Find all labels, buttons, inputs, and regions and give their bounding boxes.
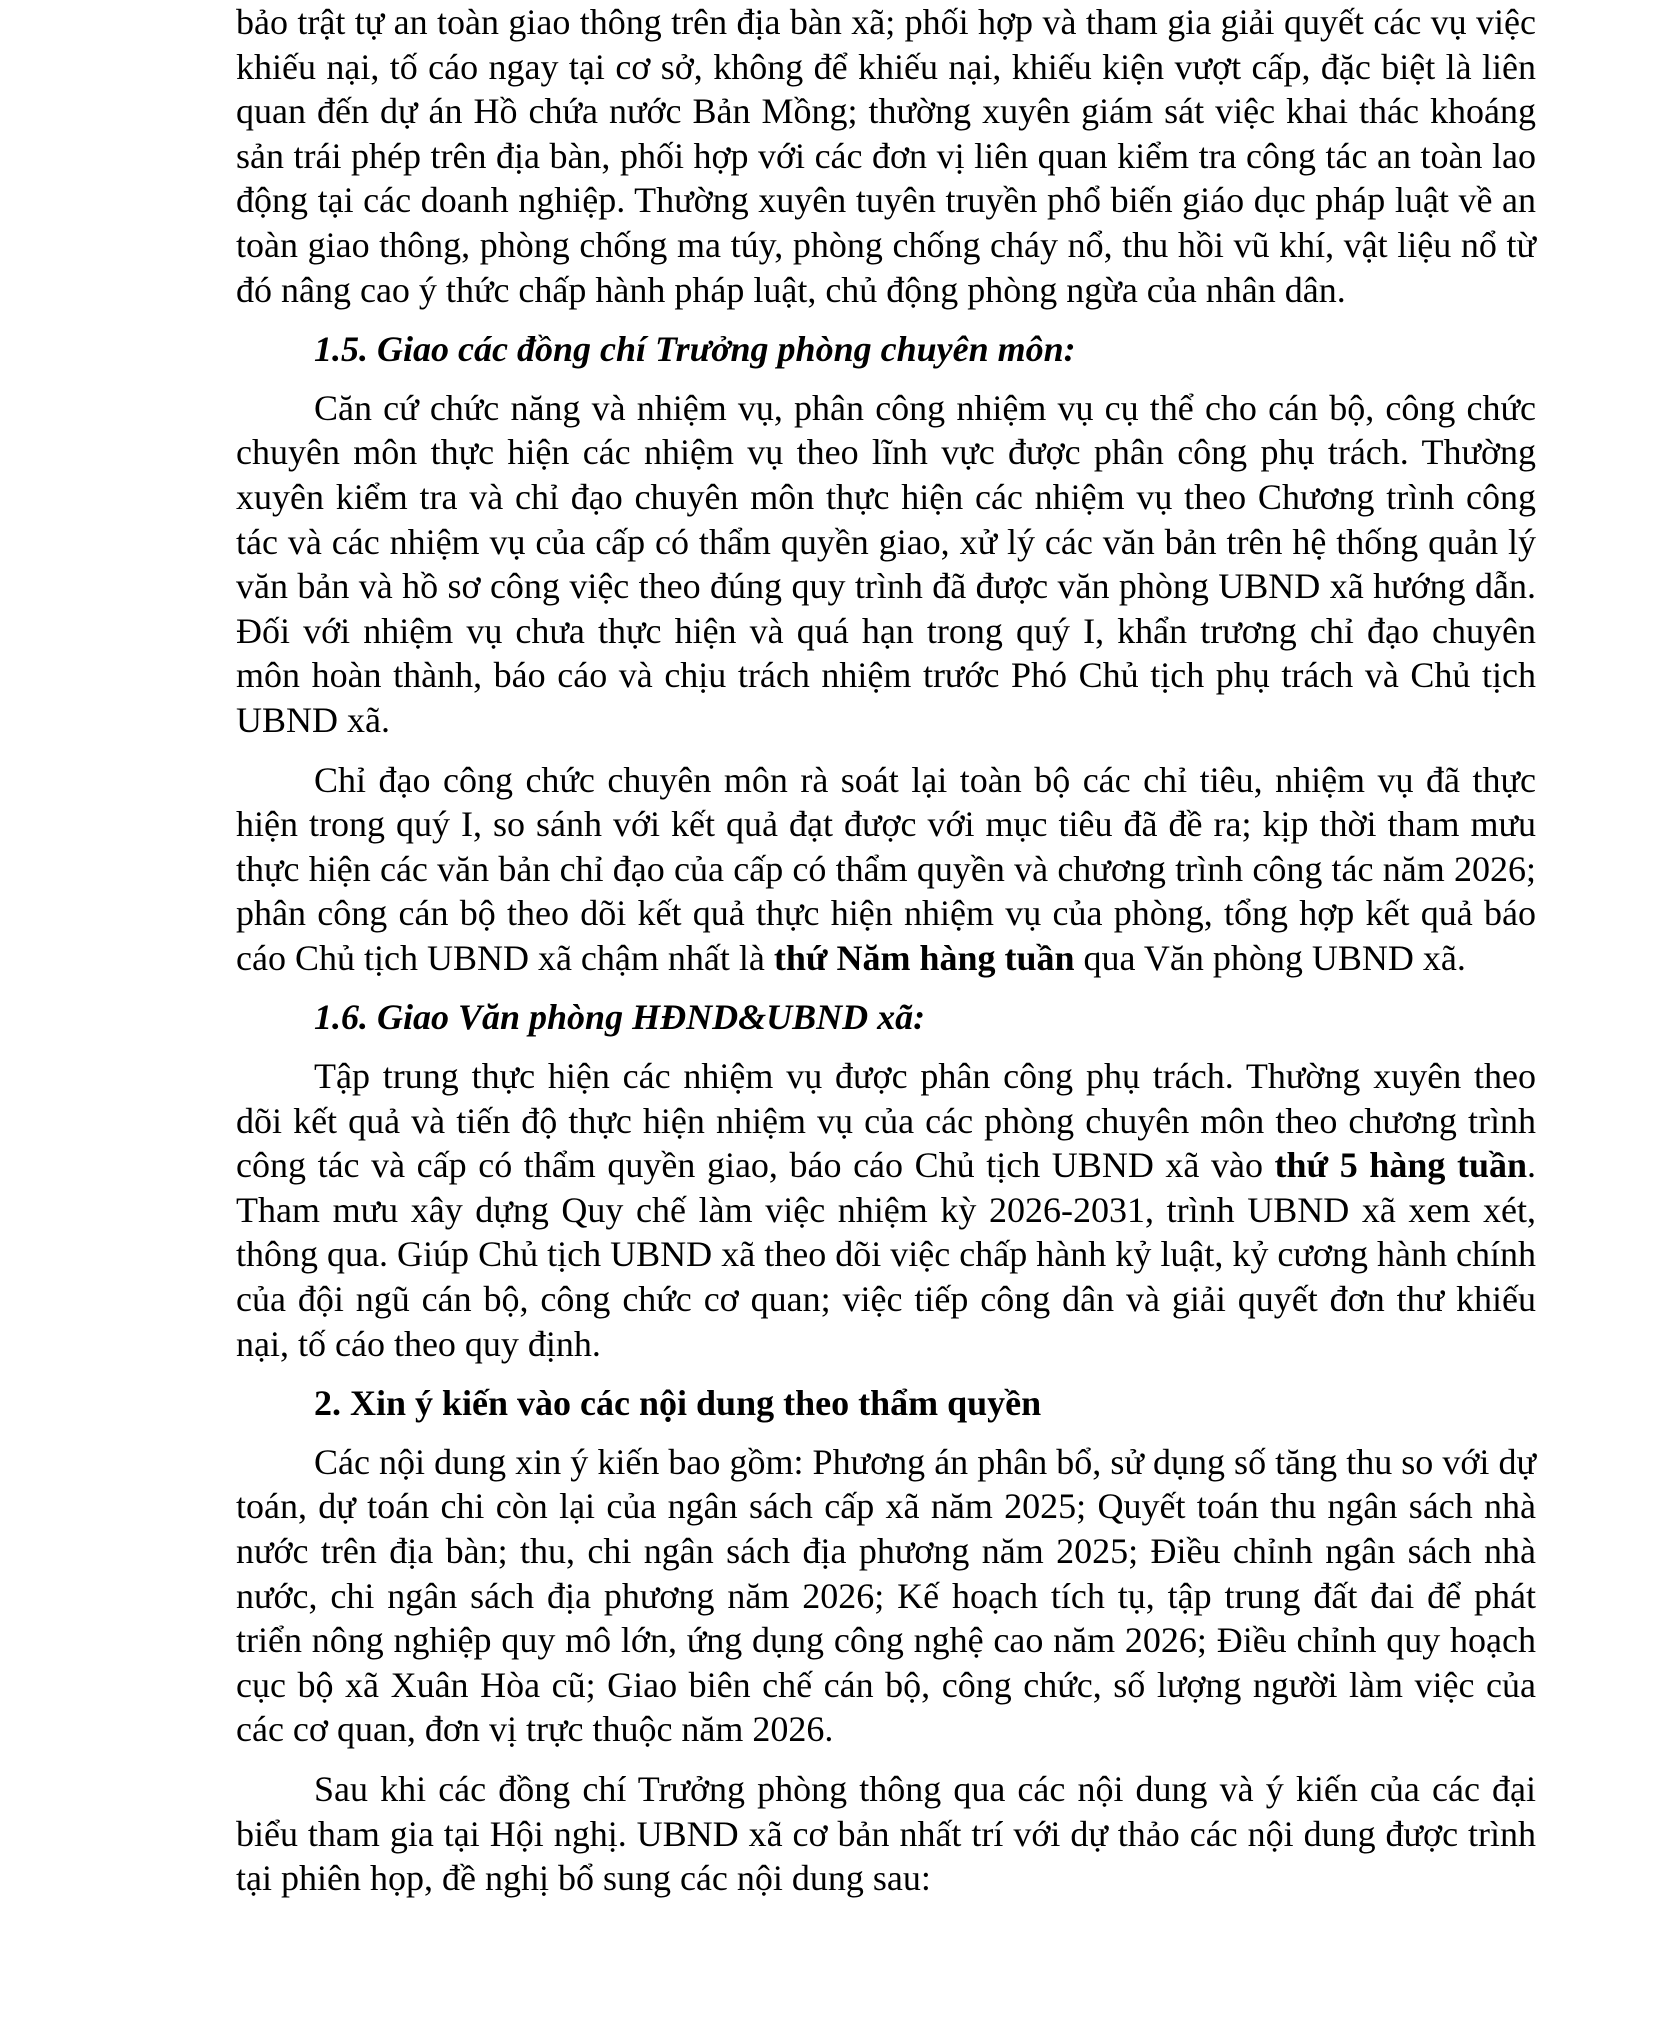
paragraph-1-6-tail: . Tham mưu xây dựng Quy chế làm việc nhiệm kỳ 2026-2031, trình UBND xã xem xét, thông qua. Giúp Chủ tịch UBND xã theo dõi việc chấp hành kỷ luật, kỷ cương hành chính của đội ngũ cán bộ, công chức cơ quan; việc tiếp công dân và giải quyết đơn thư khiếu nại, tố cáo theo quy định. (236, 1145, 1537, 1364)
paragraph-1-6 (236, 1054, 1536, 1366)
paragraph-1-6-text: Tập trung thực hiện các nhiệm vụ được phân công phụ trách. Thường xuyên theo dõi kết quả và tiến độ thực hiện nhiệm vụ của các phòng chuyên môn theo chương trình công tác và cấp có thẩm quyền giao, báo cáo Chủ tịch UBND xã vào (236, 1056, 1536, 1186)
paragraph-1-5-b (236, 758, 1536, 981)
section-heading-1-6: 1.6. Giao Văn phòng HĐND&UBND xã: (314, 997, 926, 1038)
document-page (236, 0, 1536, 1916)
paragraph-1-5-b-text: Chỉ đạo công chức chuyên môn rà soát lại toàn bộ các chỉ tiêu, nhiệm vụ đã thực hiện trong quý I, so sánh với kết quả đạt được với mục tiêu đã đề ra; kịp thời tham mưu thực hiện các văn bản chỉ đạo của cấp có thẩm quyền và chương trình công tác năm 2026; phân công cán bộ theo dõi kết quả thực hiện nhiệm vụ của phòng, tổng hợp kết quả báo cáo Chủ tịch UBND xã chậm nhất là (236, 759, 1536, 978)
paragraph-1-5-b-tail: qua Văn phòng UBND xã. (1074, 937, 1466, 978)
paragraph-1-5-b-emphasis: thứ Năm hàng tuần (773, 937, 1075, 978)
paragraph-intro: bảo trật tự an toàn giao thông trên địa bàn xã; phối hợp và tham gia giải quyết các vụ việc khiếu nại, tố cáo ngay tại cơ sở, không để khiếu nại, khiếu kiện vượt cấp, đặc biệt là liên quan đến dự án Hồ chứa nước Bản Mồng; thường xuyên giám sát việc khai thác khoáng sản trái phép trên địa bàn, phối hợp với các đơn vị liên quan kiểm tra công tác an toàn lao động tại các doanh nghiệp. Thường xuyên tuyên truyền phổ biến giáo dục pháp luật về an toàn giao thông, phòng chống ma túy, phòng chống cháy nổ, thu hồi vũ khí, vật liệu nổ từ đó nâng cao ý thức chấp hành pháp luật, chủ động phòng ngừa của nhân dân. (236, 2, 1536, 310)
paragraph-2-a: Các nội dung xin ý kiến bao gồm: Phương án phân bổ, sử dụng số tăng thu so với dự toán, dự toán chi còn lại của ngân sách cấp xã năm 2025; Quyết toán thu ngân sách nhà nước trên địa bàn; thu, chi ngân sách địa phương năm 2025; Điều chỉnh ngân sách nhà nước, chi ngân sách địa phương năm 2026; Kế hoạch tích tụ, tập trung đất đai để phát triển nông nghiệp quy mô lớn, ứng dụng công nghệ cao năm 2026; Điều chỉnh quy hoạch cục bộ xã Xuân Hòa cũ; Giao biên chế cán bộ, công chức, số lượng người làm việc của các cơ quan, đơn vị trực thuộc năm 2026. (236, 1441, 1536, 1750)
paragraph-1-6-emphasis: thứ 5 hàng tuần (1274, 1145, 1528, 1186)
paragraph-2-b: Sau khi các đồng chí Trưởng phòng thông qua các nội dung và ý kiến của các đại biểu tham gia tại Hội nghị. UBND xã cơ bản nhất trí với dự thảo các nội dung được trình tại phiên họp, đề nghị bổ sung các nội dung sau: (236, 1768, 1536, 1899)
section-heading-2: 2. Xin ý kiến vào các nội dung theo thẩm quyền (314, 1383, 1042, 1424)
paragraph-1-5-a: Căn cứ chức năng và nhiệm vụ, phân công nhiệm vụ cụ thể cho cán bộ, công chức chuyên môn thực hiện các nhiệm vụ theo lĩnh vực được phân công phụ trách. Thường xuyên kiểm tra và chỉ đạo chuyên môn thực hiện các nhiệm vụ theo Chương trình công tác và các nhiệm vụ của cấp có thẩm quyền giao, xử lý các văn bản trên hệ thống quản lý văn bản và hồ sơ công việc theo đúng quy trình đã được văn phòng UBND xã hướng dẫn. Đối với nhiệm vụ chưa thực hiện và quá hạn trong quý I, khẩn trương chỉ đạo chuyên môn hoàn thành, báo cáo và chịu trách nhiệm trước Phó Chủ tịch phụ trách và Chủ tịch UBND xã. (236, 387, 1536, 740)
section-heading-1-5: 1.5. Giao các đồng chí Trưởng phòng chuyên môn: (314, 329, 1076, 370)
